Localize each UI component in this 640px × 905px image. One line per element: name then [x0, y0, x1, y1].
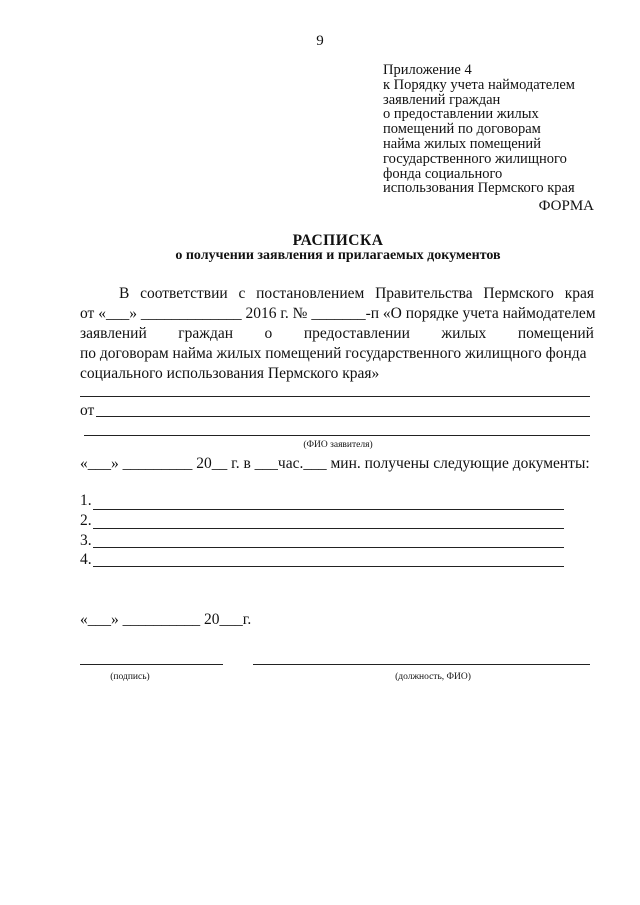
body-line-1	[119, 284, 594, 304]
fio-caption: (ФИО заявителя)	[303, 440, 373, 450]
body-word: помещений	[517, 325, 594, 342]
appendix-line: Приложение 4	[383, 62, 472, 78]
from-fill-line[interactable]	[96, 416, 590, 417]
document-number: 1.	[80, 492, 92, 509]
appendix-line: помещений по договорам	[383, 121, 541, 138]
signature-caption: (подпись)	[110, 672, 150, 682]
body-word: заявлений	[80, 325, 147, 342]
appendix-line: заявлений граждан	[383, 91, 501, 108]
appendix-line: фонда социального	[383, 165, 503, 182]
body-word: постановлением	[256, 285, 365, 302]
appendix-line: государственного жилищного	[383, 150, 567, 167]
document-fill-line[interactable]	[93, 528, 564, 529]
document-fill-line[interactable]	[93, 566, 564, 567]
appendix-line: использования Пермского края	[383, 180, 575, 197]
position-fio-line[interactable]	[253, 664, 590, 665]
fio-fill-line[interactable]	[84, 435, 590, 436]
appendix-line: о предоставлении жилых	[383, 106, 539, 123]
page-number: 9	[316, 33, 324, 49]
form-label: ФОРМА	[538, 198, 594, 214]
appendix-line: найма жилых помещений	[383, 135, 541, 152]
document-number: 3.	[80, 532, 92, 549]
document-subtitle: о получении заявления и прилагаемых документов	[175, 248, 501, 263]
body-line-4: по договорам найма жилых помещений государственного жилищного фонда	[80, 345, 587, 362]
receipt-line: «___» _________ 20__ г. в ___час.___ мин. получены следующие документы:	[80, 455, 590, 472]
body-word: Правительства	[375, 285, 473, 302]
body-word: края	[564, 285, 594, 302]
appendix-line: к Порядку учета наймодателем	[383, 76, 575, 93]
body-word: Пермского	[483, 285, 554, 302]
body-word: предоставлении	[303, 325, 410, 342]
document-number: 4.	[80, 551, 92, 568]
from-label: от	[80, 402, 95, 419]
document-fill-line[interactable]	[93, 547, 564, 548]
body-word: жилых	[441, 325, 487, 342]
body-word: граждан	[178, 325, 234, 342]
document-fill-line[interactable]	[93, 509, 564, 510]
appendix-block	[383, 63, 623, 196]
body-line-5: социального использования Пермского края»	[80, 365, 380, 382]
document-number: 2.	[80, 512, 92, 529]
signature-line[interactable]	[80, 664, 223, 665]
footer-date: «___» __________ 20___г.	[80, 611, 252, 628]
body-word: с	[238, 285, 246, 302]
body-word: В	[119, 285, 130, 302]
body-word: соответствии	[140, 285, 228, 302]
document-title: РАСПИСКА	[292, 232, 384, 249]
body-word: о	[264, 325, 273, 342]
body-line-3	[80, 324, 594, 344]
body-line-2: от «___» _____________ 2016 г. № _______-п «О порядке учета наймодателем	[80, 305, 596, 322]
position-caption: (должность, ФИО)	[395, 672, 471, 682]
blank-line[interactable]	[80, 396, 590, 397]
